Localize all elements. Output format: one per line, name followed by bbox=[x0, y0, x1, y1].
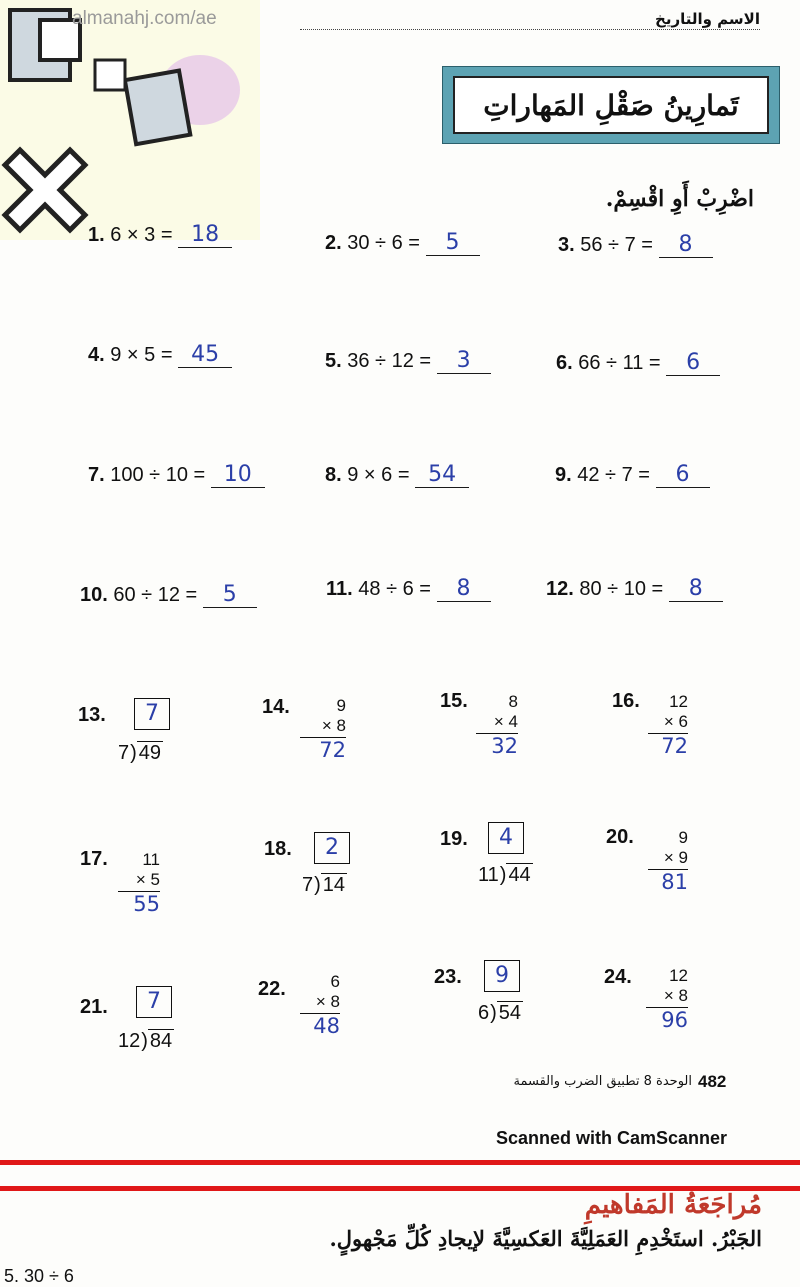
answer: 6 bbox=[666, 350, 720, 376]
problem-20-number: 20. bbox=[606, 826, 634, 848]
problem-14: 9 × 8 72 bbox=[300, 696, 346, 762]
next-page-cut-problem: 5. 30 ÷ 6 bbox=[4, 1266, 74, 1286]
problem-7: 7. 100 ÷ 10 = 10 bbox=[88, 462, 265, 488]
watermark: almanahj.com/ae bbox=[72, 8, 217, 29]
answer: 10 bbox=[211, 462, 265, 488]
problem-24: 12 × 8 96 bbox=[646, 966, 688, 1032]
problem-5: 5. 36 ÷ 12 = 3 bbox=[325, 348, 491, 374]
problem-18-number: 18. bbox=[264, 838, 292, 860]
problem-23: 9 6) 54 bbox=[478, 960, 558, 1040]
answer: 72 bbox=[661, 734, 688, 758]
problem-13-number: 13. bbox=[78, 704, 106, 726]
banner-title: تَمارِينُ صَقْلِ المَهاراتِ bbox=[453, 76, 769, 134]
problem-3: 3. 56 ÷ 7 = 8 bbox=[558, 232, 713, 258]
problem-12: 12. 80 ÷ 10 = 8 bbox=[546, 576, 723, 602]
page-number: 482 bbox=[698, 1072, 727, 1091]
problem-17: 11 × 5 55 bbox=[118, 850, 160, 916]
problem-1: 1. 6 × 3 = 18 bbox=[88, 222, 232, 248]
problem-16: 12 × 6 72 bbox=[648, 692, 688, 758]
problem-15-number: 15. bbox=[440, 690, 468, 712]
problem-15: 8 × 4 32 bbox=[476, 692, 518, 758]
scanner-watermark: Scanned with CamScanner bbox=[496, 1128, 728, 1148]
problem-9: 9. 42 ÷ 7 = 6 bbox=[555, 462, 710, 488]
answer: 18 bbox=[178, 222, 232, 248]
answer: 96 bbox=[661, 1008, 688, 1032]
name-date-line bbox=[300, 29, 760, 30]
unit-footer-text: الوحدة 8 تطبيق الضرب والقسمة bbox=[513, 1074, 692, 1089]
answer: 5 bbox=[203, 582, 257, 608]
problem-14-number: 14. bbox=[262, 696, 290, 718]
problem-20: 9 × 9 81 bbox=[648, 828, 688, 894]
divider-rule-top bbox=[0, 1160, 800, 1165]
problem-13: 7 7) 49 bbox=[118, 698, 198, 778]
quotient-box: 4 bbox=[488, 822, 524, 854]
quotient-box: 7 bbox=[134, 698, 170, 730]
section-banner bbox=[442, 66, 780, 144]
problem-6: 6. 66 ÷ 11 = 6 bbox=[556, 350, 720, 376]
problem-23-number: 23. bbox=[434, 966, 462, 988]
answer: 3 bbox=[437, 348, 491, 374]
instruction-text: اضْرِبْ أَوِ اقْسِمْ. bbox=[605, 186, 754, 212]
answer: 48 bbox=[313, 1014, 340, 1038]
answer: 45 bbox=[178, 342, 232, 368]
problem-22-number: 22. bbox=[258, 978, 286, 1000]
answer: 81 bbox=[661, 870, 688, 894]
problem-8: 8. 9 × 6 = 54 bbox=[325, 462, 469, 488]
quotient-box: 2 bbox=[314, 832, 350, 864]
problem-21: 7 12) 84 bbox=[118, 986, 198, 1066]
answer: 72 bbox=[319, 738, 346, 762]
answer: 6 bbox=[656, 462, 710, 488]
problem-18: 2 7) 14 bbox=[302, 832, 382, 912]
decorative-math-symbols-image bbox=[0, 0, 260, 240]
problem-2: 2. 30 ÷ 6 = 5 bbox=[325, 230, 480, 256]
problem-4: 4. 9 × 5 = 45 bbox=[88, 342, 232, 368]
problem-17-number: 17. bbox=[80, 848, 108, 870]
problem-22: 6 × 8 48 bbox=[300, 972, 340, 1038]
problem-19: 4 11) 44 bbox=[478, 822, 558, 902]
next-page-title: مُراجَعَةُ المَفاهيمِ bbox=[584, 1190, 762, 1220]
answer: 8 bbox=[659, 232, 713, 258]
answer: 55 bbox=[133, 892, 160, 916]
answer: 32 bbox=[491, 734, 518, 758]
problem-11: 11. 48 ÷ 6 = 8 bbox=[326, 576, 491, 602]
answer: 8 bbox=[669, 576, 723, 602]
problem-19-number: 19. bbox=[440, 828, 468, 850]
next-page-instruction: الجَبْرُ. استَخْدِمِ العَمَلِيَّةَ العَكسِيَّةَ لإيجادِ كُلِّ مَجْهولٍ. bbox=[329, 1226, 762, 1251]
problem-10: 10. 60 ÷ 12 = 5 bbox=[80, 582, 257, 608]
problem-16-number: 16. bbox=[612, 690, 640, 712]
quotient-box: 9 bbox=[484, 960, 520, 992]
problem-24-number: 24. bbox=[604, 966, 632, 988]
problem-21-number: 21. bbox=[80, 996, 108, 1018]
name-date-label: الاسم والتاريخ bbox=[655, 10, 760, 28]
answer: 5 bbox=[426, 230, 480, 256]
quotient-box: 7 bbox=[136, 986, 172, 1018]
answer: 8 bbox=[437, 576, 491, 602]
answer: 54 bbox=[415, 462, 469, 488]
